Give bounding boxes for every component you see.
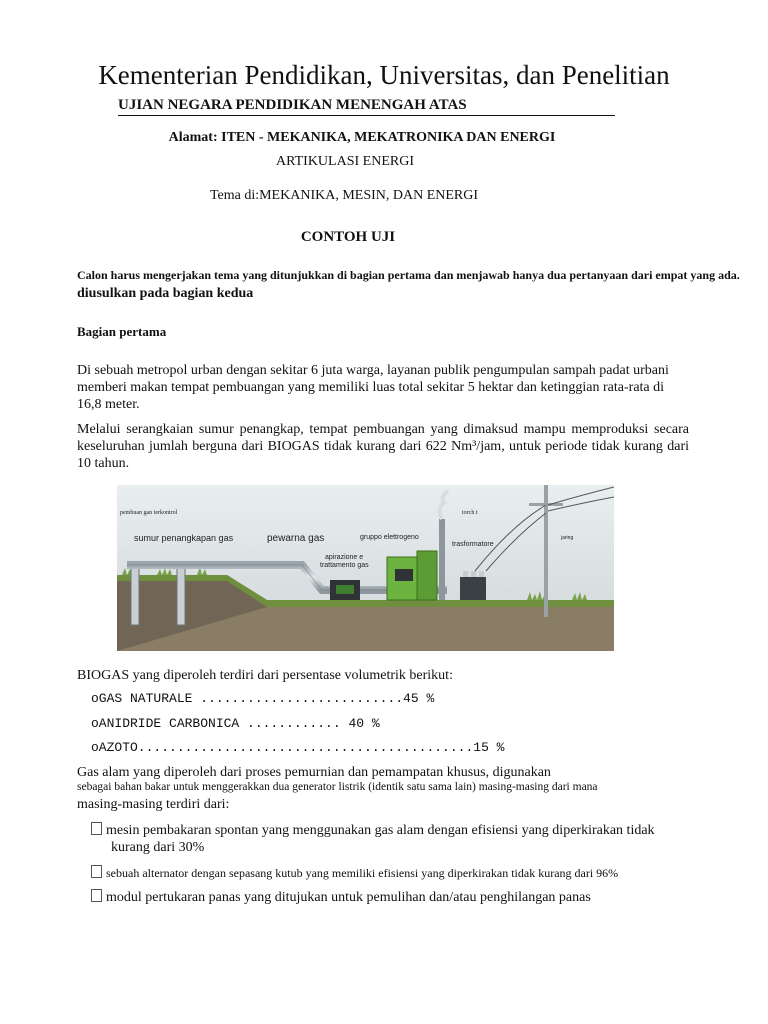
articulation-line: ARTIKULASI ENERGI [276, 154, 414, 169]
ministry-title: Kementerian Pendidikan, Universitas, dan Penelitian [98, 60, 670, 90]
label-gas-dye: pewarna gas [267, 533, 325, 544]
bullet-engine [91, 822, 691, 856]
label-grid: jaring [561, 535, 574, 541]
gas-component-co2: oANIDRIDE CARBONICA ............ 40 % [91, 716, 380, 731]
bullet-heat-exchange-text: modul pertukaran panas yang ditujukan untuk pemulihan dan/atau penghilangan panas [106, 890, 591, 905]
exam-subtitle: UJIAN NEGARA PENDIDIKAN MENENGAH ATAS [118, 97, 615, 116]
label-generator: gruppo elettrogeno [360, 534, 419, 541]
address-line: Alamat: ITEN - MEKANIKA, MEKATRONIKA DAN ENERGI [168, 130, 556, 145]
bullet-box-icon [91, 889, 102, 902]
bullet-alternator [91, 865, 691, 882]
bullet-alternator-text: sebuah alternator dengan sepasang kutub yang memiliki efisiensi yang diperkirakan tidak kurang dari 96% [106, 866, 619, 880]
example-heading: CONTOH UJI [300, 229, 396, 245]
gas-use-line-1: Gas alam yang diperoleh dari proses pemurnian dan pemampatan khusus, digunakan [77, 765, 551, 780]
instruction-line-1: Calon harus mengerjakan tema yang ditunjukkan di bagian pertama dan menjawab hanya dua pertanyaan dari empat yang ada. [77, 268, 740, 282]
label-transformer: trasformatore [452, 541, 494, 548]
instruction-line-2: diusulkan pada bagian kedua [77, 286, 254, 301]
theme-line: Tema di:MEKANIKA, MESIN, DAN ENERGI [209, 188, 479, 203]
gas-use-line-2: sebagai bahan bakar untuk menggerakkan dua generator listrik (identik satu sama lain) masing-masing dari mana [77, 781, 598, 793]
paragraph-landfill: Di sebuah metropol urban dengan sekitar 6 juta warga, layanan publik pengumpulan sampah padat urbani memberi makan tempat pembuangan yang memiliki luas total sekitar 5 hektar dan ketinggian rata-rata di 16,8 meter. [77, 363, 669, 412]
bullet-box-icon [91, 865, 102, 878]
bullet-box-icon [91, 822, 102, 835]
gas-component-nitrogen: oAZOTO...........................................15 % [91, 740, 505, 755]
label-chimney: torch t [462, 510, 478, 516]
label-treatment: trattamento gas [320, 562, 369, 569]
label-capture-wells: sumur penangkapan gas [134, 533, 234, 543]
part-one-heading: Bagian pertama [77, 324, 167, 339]
paragraph-biogas: Melalui serangkaian sumur penangkap, tempat pembuangan yang dimaksud mampu memproduksi secara keseluruhan jumlah berguna dari BIOGAS tidak kurang dari 622 Nm³/jam, untuk periode tidak kurang dari 10 tahun. [77, 422, 689, 471]
biogas-plant-figure [117, 485, 614, 651]
gas-component-natural: oGAS NATURALE ..........................45 % [91, 691, 435, 706]
gas-use-line-3: masing-masing terdiri dari: [77, 797, 230, 812]
bullet-heat-exchange [91, 889, 691, 906]
bullet-engine-text: mesin pembakaran spontan yang menggunakan gas alam dengan efisiensi yang diperkirakan tidak [106, 823, 655, 838]
bullet-engine-text-cont: kurang dari 30% [111, 840, 205, 855]
label-controlled-disposal: pembuan gan terkontrol [120, 510, 178, 516]
biogas-intro: BIOGAS yang diperoleh terdiri dari persentase volumetrik berikut: [77, 668, 453, 683]
label-suction: apirazione e [325, 554, 364, 561]
